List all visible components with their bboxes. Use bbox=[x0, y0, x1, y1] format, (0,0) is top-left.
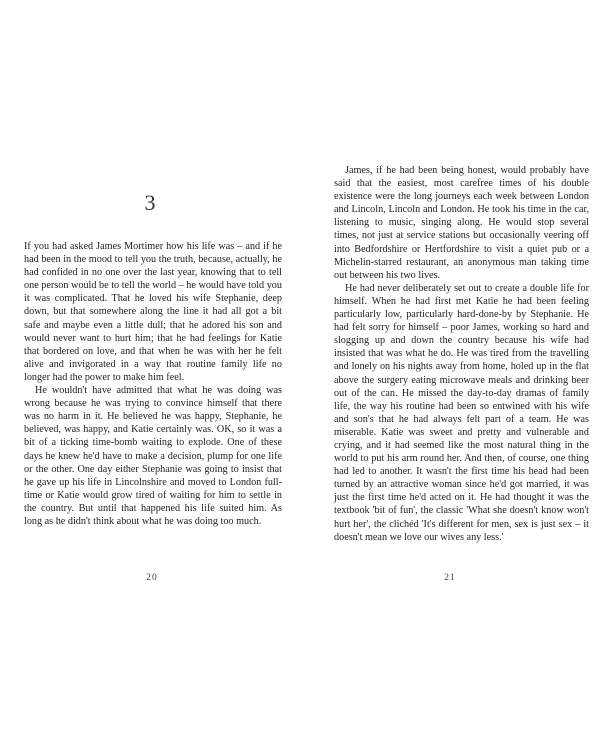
right-page bbox=[300, 0, 600, 750]
paragraph: He wouldn't have admitted that what he was doing was wrong because he was trying to convince himself that there was no harm in it. He believed he was happy, Stephanie, he believed, was happy, and Katie certainly was. OK, so it was a bit of a ticking time-bomb waiting to explode. One of these days he knew he'd have to make a decision, plump for one life or the other. One day either Stephanie was going to insist that he gave up his life in Lincolnshire and moved to London full-time or Katie would grow tired of waiting for him to settle in the country. But until that happened his life suited him. As long as he didn't think about what he was doing too much. bbox=[24, 385, 282, 527]
page-number: 20 bbox=[146, 573, 158, 583]
right-page-text bbox=[334, 164, 589, 544]
paragraph: If you had asked James Mortimer how his life was – and if he had been in the mood to tell you the truth, because, actually, he had confided in no one over the last year, knowing that to tell one person would be to tell the world – he would have told you it was complicated. That he loved his wife Stephanie, deep down, but that somewhere along the line it had all got a bit safe and maybe even a little dull; that he adored his son and would never want to hurt him; that he had feelings for Katie that bordered on love, and that when he was with her he felt alive and invigorated in a way that routine family life no longer had the power to make him feel. bbox=[24, 241, 282, 383]
page-number: 21 bbox=[444, 573, 456, 583]
paragraph: James, if he had been being honest, would probably have said that the easiest, most carefree times of his double existence were the long journeys each week between London and Lincoln, Lincoln and London. He took his time in the car, listening to music, singing along. He would stop several times, not just at service stations but occasionally veering off into Bedfordshire or Hertfordshire to visit a quiet pub or a Michelin-starred restaurant, an anonymous man taking time out between his two lives. bbox=[334, 165, 589, 281]
paragraph: He had never deliberately set out to create a double life for himself. When he had first met Katie he had been feeling particularly low, particularly hard-done-by by Stephanie. He had felt sorry for himself – poor James, working so hard and slogging up and down the country because his wife had insisted that was what he do. He was tired from the travelling and lonely on his nights away from home, holed up in the flat above the surgery eating microwave meals and drinking beer out of the can. He missed the day-to-day dramas of family life, the way his routine had been so entwined with his wife and son's that he had always felt part of a team. He was miserable. Katie was sweet and pretty and vulnerable and crying, and it had seemed like the most natural thing in the world to put his arm round her. And then, of course, one thing had led to another. It wasn't the first time his head had been turned by an attractive woman since he'd got married, it was just the first time he'd acted on it. He had thought it was the textbook 'bit of fun', the classic 'What she doesn't know won't hurt her', the clichéd 'It's different for men, sex is just sex – it doesn't mean we love our wives any less.' bbox=[334, 282, 589, 543]
left-page-text bbox=[24, 240, 282, 528]
chapter-number: 3 bbox=[144, 190, 156, 215]
